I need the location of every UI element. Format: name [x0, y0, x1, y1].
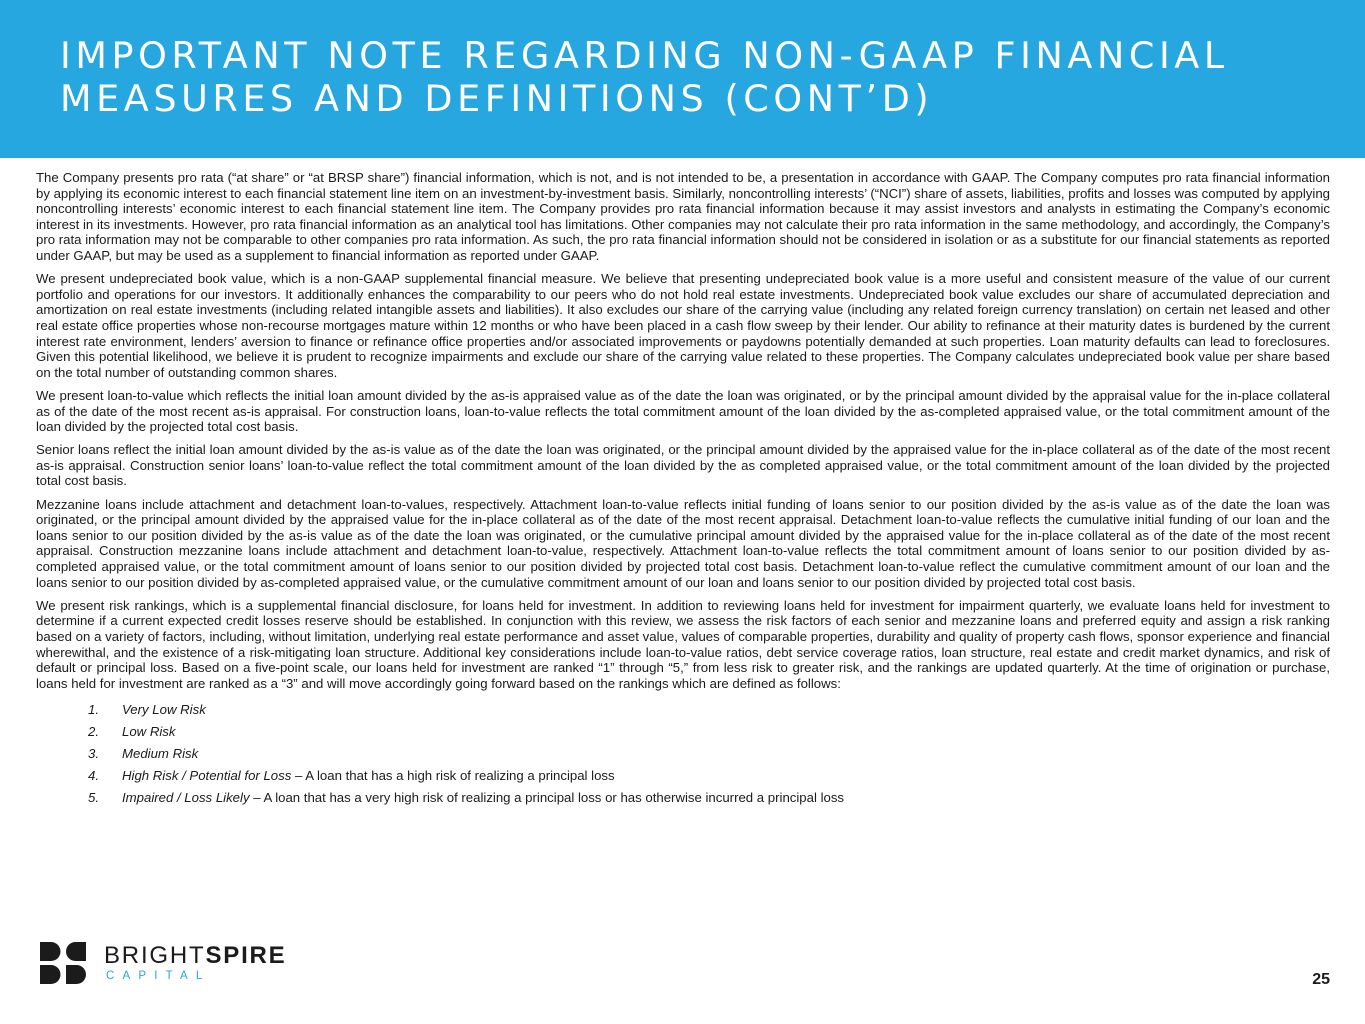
risk-number: 2. — [88, 723, 99, 739]
risk-name: Very Low Risk — [122, 701, 206, 717]
logo-wordmark — [104, 943, 287, 969]
logo-word-spire: SPIRE — [205, 942, 287, 969]
list-item — [36, 765, 1330, 787]
paragraph-risk-rankings: We present risk rankings, which is a supplemental financial disclosure, for loans held for investment. In addition to reviewing loans held for investment for impairment quarterly, we evaluate loans held for investment to determine if a current expected credit losses reserve should be established. In conjunction with this review, we assess the risk factors of each senior and mezzanine loans and preferred equity and assign a risk ranking based on a variety of factors, including, without limitation, underlying real estate performance and asset value, values of comparable properties, durability and quality of property cash flows, sponsor experience and financial wherewithal, and the existence of a risk-mitigating loan structure. Additional key considerations include loan-to-value ratios, debt service coverage ratios, loan structure, real estate and credit market dynamics, and risk of default or principal loss. Based on a five-point scale, our loans held for investment are ranked “1” through “5,” from less risk to greater risk, and the rankings are updated quarterly. At the time of origination or purchase, loans held for investment are ranked as a “3” and will move accordingly going forward based on the rankings which are defined as follows: — [36, 597, 1330, 691]
risk-name: Low Risk — [122, 723, 176, 739]
risk-name: Medium Risk — [122, 745, 199, 761]
paragraph-mezzanine-loans: Mezzanine loans include attachment and detachment loan-to-values, respectively. Attachment loan-to-value reflects initial funding of loans senior to our position divided by the as-is value as of the date the loan was originated, or the principal amount divided by the appraised value for the in-place collateral as of the date of the most recent appraisal. Detachment loan-to-value reflects the cumulative initial funding of our loan and the loans senior to our position divided by the as-is value as of the date the loan was originated, or the cumulative principal amount divided by the appraised value for the in-place collateral as of the date of the most recent appraisal. Construction mezzanine loans include attachment and detachment loan-to-value, respectively. Attachment loan-to-value reflects the total commitment amount of loans senior to our position divided by as-completed appraised value, or the total commitment amount of loans senior to our position divided by projected total cost basis. Detachment loan-to-value reflect the cumulative commitment amount of our loan and the loans senior to our position divided by as-completed appraised value, or the cumulative commitment amount of our loan and loans senior to our position divided by projected total cost basis. — [36, 496, 1330, 590]
header-banner — [0, 0, 1365, 158]
risk-number: 4. — [88, 767, 99, 783]
risk-name: High Risk / Potential for Loss — [122, 767, 292, 783]
risk-ranking-list — [36, 699, 1330, 809]
logo-word-bright: BRIGHT — [104, 942, 206, 969]
risk-description: – A loan that has a very high risk of realizing a principal loss or has otherwise incurred a principal loss — [249, 789, 845, 805]
risk-number: 5. — [88, 789, 99, 805]
paragraph-loan-to-value: We present loan-to-value which reflects the initial loan amount divided by the as-is appraised value as of the date the loan was originated, or by the principal amount divided by the appraisal value for the in-place collateral as of the date of the most recent as-is appraisal. For construction loans, loan-to-value reflects the total commitment amount of the loan divided by the as-completed appraised value, or the total commitment amount of the loan divided by the projected total cost basis. — [36, 387, 1330, 435]
list-item — [36, 699, 1330, 721]
risk-name: Impaired / Loss Likely — [122, 789, 250, 805]
risk-number: 3. — [88, 745, 99, 761]
page-title: IMPORTANT NOTE REGARDING NON-GAAP FINANCIAL MEASURES AND DEFINITIONS (CONT’D) — [60, 34, 1229, 120]
paragraph-undepreciated-book-value: We present undepreciated book value, which is a non-GAAP supplemental financial measure. We believe that presenting undepreciated book value is a more useful and consistent measure of the value of our current portfolio and operations for our investors. It additionally enhances the comparability to our peers who do not hold real estate investments. Undepreciated book value excludes our share of accumulated depreciation and amortization on real estate investments (including related intangible assets and liabilities). It also excludes our share of the carrying value (including any related foreign currency translation) on certain net leased and other real estate office properties whose non-recourse mortgages mature within 12 months or who have been placed in a cash flow sweep by their lender. Our ability to refinance at their maturity dates is burdened by the current interest rate environment, lenders’ aversion to finance or refinance office properties and/or associated improvements or paydowns potentially demanded at such properties. Loan maturity defaults can lead to foreclosures. Given this potential likelihood, we believe it is prudent to recognize impairments and exclude our share of the carrying value related to these properties. The Company calculates undepreciated book value per share based on the total number of outstanding common shares. — [36, 271, 1330, 380]
risk-number: 1. — [88, 701, 99, 717]
brightspire-logo-mark-icon — [40, 942, 86, 984]
body-content — [36, 170, 1330, 809]
company-logo — [40, 942, 300, 984]
list-item — [36, 787, 1330, 809]
page-number: 25 — [1312, 971, 1330, 988]
paragraph-pro-rata: The Company presents pro rata (“at share” or “at BRSP share”) financial information, which is not, and is not intended to be, a presentation in accordance with GAAP. The Company computes pro rata financial information by applying its economic interest to each financial statement line item on an investment-by-investment basis. Similarly, noncontrolling interests’ (“NCI”) share of assets, liabilities, profits and losses was computed by applying noncontrolling interests’ economic interest to each financial statement line item. The Company provides pro rata financial information because it may assist investors and analysts in estimating the Company’s economic interest in its investments. However, pro rata financial information as an analytical tool has limitations. Other companies may not calculate their pro rata information in the same methodology, and accordingly, the Company’s pro rata information may not be comparable to other companies pro rata information. As such, the pro rata financial information should not be considered in isolation or as a substitute for our financial statements as reported under GAAP, but may be used as a supplement to financial information as reported under GAAP. — [36, 170, 1330, 263]
risk-description: – A loan that has a high risk of realizing a principal loss — [291, 767, 615, 783]
logo-subtitle: CAPITAL — [106, 970, 211, 982]
list-item — [36, 743, 1330, 765]
list-item — [36, 721, 1330, 743]
paragraph-senior-loans: Senior loans reflect the initial loan amount divided by the as-is value as of the date the loan was originated, or the principal amount divided by the appraised value for the in-place collateral as of the date of the most recent as-is appraisal. Construction senior loans’ loan-to-value reflect the total commitment amount of the loan divided by the as completed appraised value, or the total commitment amount of the loan divided by the projected total cost basis. — [36, 442, 1330, 489]
